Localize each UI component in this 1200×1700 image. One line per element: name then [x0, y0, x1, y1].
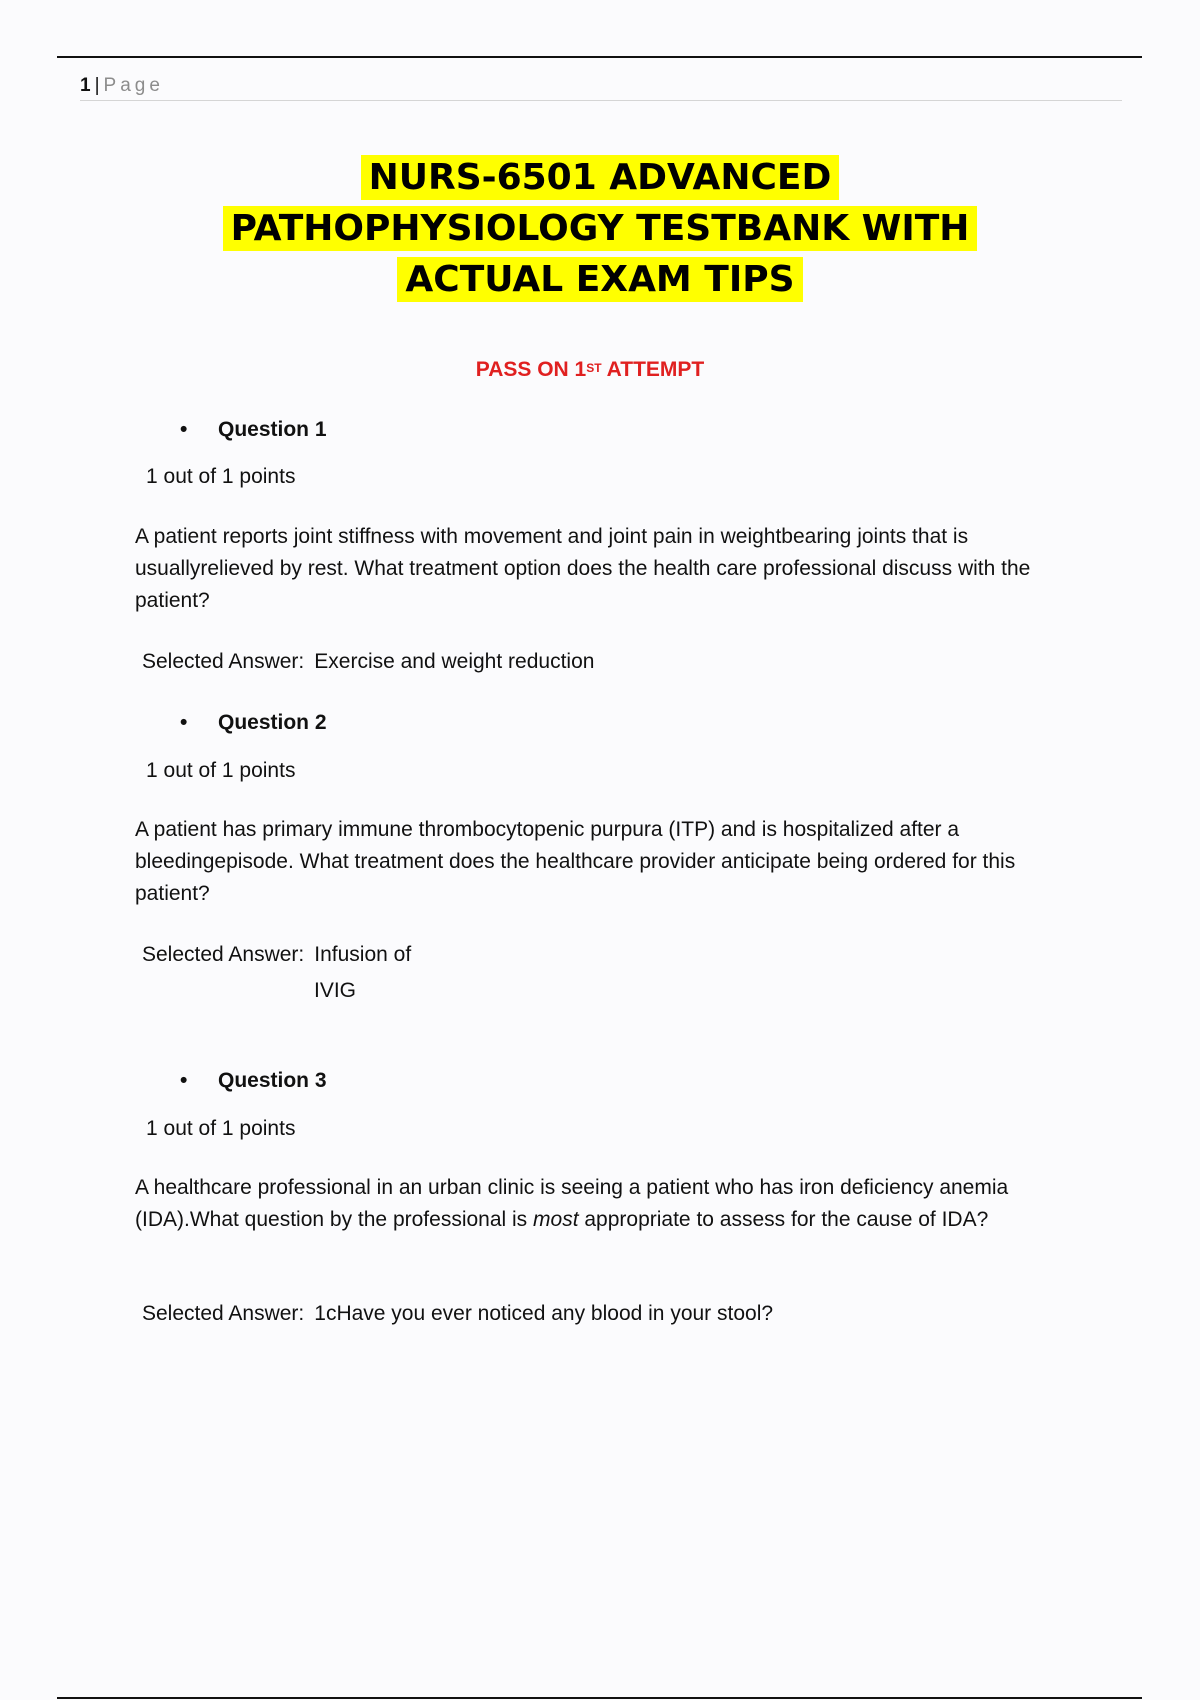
- page-header: [80, 74, 1122, 101]
- title-line-3: ACTUAL EXAM TIPS: [397, 257, 802, 302]
- bullet-icon: •: [180, 1069, 188, 1092]
- top-border-line: [57, 56, 1142, 58]
- answer-label: Selected Answer:: [142, 943, 305, 966]
- question-2-answer: [142, 941, 411, 969]
- answer-value: Exercise and weight reduction: [314, 650, 595, 673]
- page-number: 1: [80, 75, 91, 96]
- answer-value: Infusion of: [314, 943, 412, 966]
- page-word: Page: [103, 75, 164, 96]
- subtitle-suffix: ATTEMPT: [601, 358, 705, 381]
- question-3-title: Question 3: [218, 1069, 327, 1092]
- document-title: [0, 152, 1200, 305]
- question-2-heading: [180, 709, 327, 737]
- question-2-points: 1 out of 1 points: [146, 759, 296, 782]
- question-3-text: [135, 1172, 1055, 1236]
- bullet-icon: •: [180, 418, 188, 441]
- question-2-text: A patient has primary immune thrombocytopenic purpura (ITP) and is hospitalized after a bleedingepisode. What treatment does the healthcare provider anticipate being ordered for this patient?: [135, 818, 1016, 905]
- question-3-text-emphasis: most: [533, 1208, 579, 1231]
- question-1-text: A patient reports joint stiffness with movement and joint pain in weightbearing joints that is usuallyrelieved by rest. What treatment option does the health care professional discuss with the patient?: [135, 525, 1031, 612]
- question-1-answer: [142, 648, 594, 676]
- subtitle-prefix: PASS ON 1: [475, 358, 587, 381]
- title-line-1: NURS-6501 ADVANCED: [361, 155, 840, 200]
- answer-value: 1cHave you ever noticed any blood in your stool?: [314, 1302, 774, 1325]
- page-separator: |: [94, 75, 100, 96]
- question-3-text-after: appropriate to assess for the cause of IDA?: [578, 1208, 989, 1231]
- answer-label: Selected Answer:: [142, 1302, 305, 1325]
- question-2-answer-continued: IVIG: [314, 979, 357, 1002]
- title-line-2: PATHOPHYSIOLOGY TESTBANK WITH: [223, 206, 978, 251]
- question-1-heading: [180, 416, 327, 444]
- subtitle-superscript: ST: [586, 361, 602, 375]
- question-3-text-before: A healthcare professional in an urban clinic is seeing a patient who has iron deficiency anemia (IDA).What question by the professional is: [135, 1176, 1009, 1231]
- question-2-title: Question 2: [218, 711, 327, 734]
- subtitle: [0, 356, 1180, 384]
- bottom-border-line: [57, 1697, 1142, 1699]
- answer-label: Selected Answer:: [142, 650, 305, 673]
- question-1-points: 1 out of 1 points: [146, 465, 296, 488]
- bullet-icon: •: [180, 711, 188, 734]
- question-3-heading: [180, 1067, 327, 1095]
- question-3-points: 1 out of 1 points: [146, 1117, 296, 1140]
- question-1-title: Question 1: [218, 418, 327, 441]
- question-3-answer: [142, 1300, 773, 1328]
